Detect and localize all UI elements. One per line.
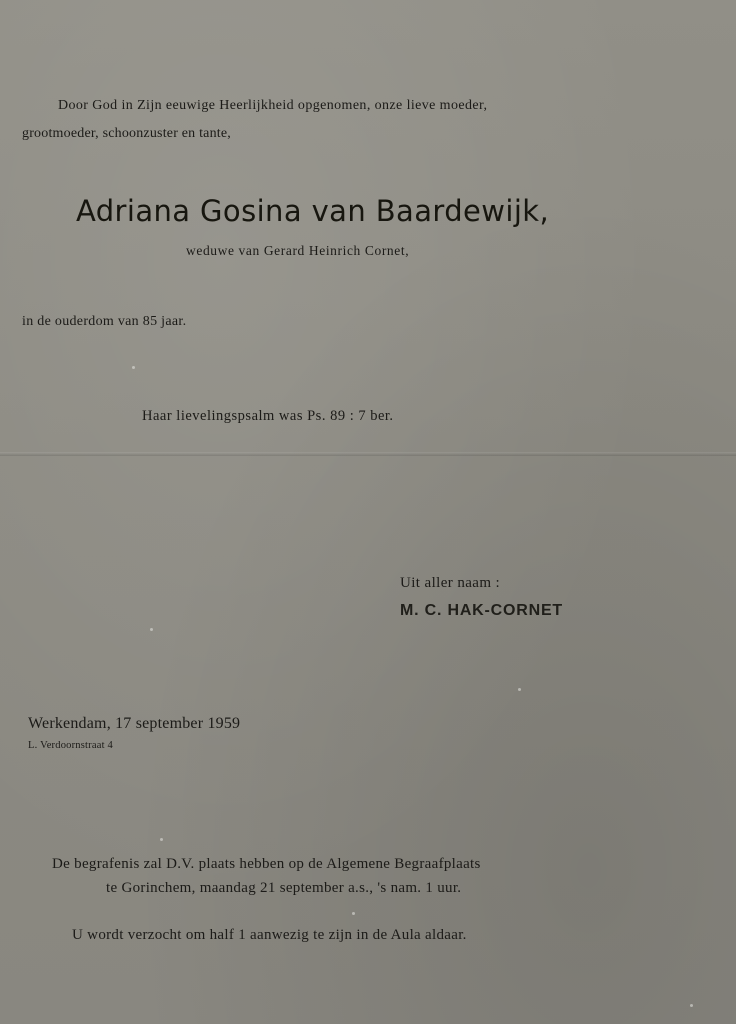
dust-speck	[132, 366, 135, 369]
funeral-line-1: De begrafenis zal D.V. plaats hebben op de Algemene Begraafplaats	[52, 856, 481, 872]
signer-name: M. C. HAK-CORNET	[400, 602, 564, 619]
paper-fold-line	[0, 452, 736, 456]
widow-of-line: weduwe van Gerard Heinrich Cornet,	[186, 243, 410, 258]
deceased-name: Adriana Gosina van Baardewijk,	[76, 194, 550, 228]
funeral-line-2: te Gorinchem, maandag 21 september a.s., 's nam. 1 uur.	[106, 880, 462, 896]
street-address: L. Verdoornstraat 4	[28, 740, 113, 751]
opening-line-2: grootmoeder, schoonzuster en tante,	[22, 126, 231, 141]
place-date: Werkendam, 17 september 1959	[28, 715, 241, 732]
dust-speck	[150, 628, 153, 631]
psalm-line: Haar lievelingspsalm was Ps. 89 : 7 ber.	[142, 408, 394, 424]
dust-speck	[518, 688, 521, 691]
on-behalf-line: Uit aller naam :	[400, 575, 501, 591]
dust-speck	[690, 1004, 693, 1007]
dust-speck	[160, 838, 163, 841]
dust-speck	[352, 912, 355, 915]
funeral-line-3: U wordt verzocht om half 1 aanwezig te zijn in de Aula aldaar.	[72, 927, 467, 943]
age-line: in de ouderdom van 85 jaar.	[22, 314, 187, 329]
opening-line-1: Door God in Zijn eeuwige Heerlijkheid opgenomen, onze lieve moeder,	[58, 98, 488, 113]
